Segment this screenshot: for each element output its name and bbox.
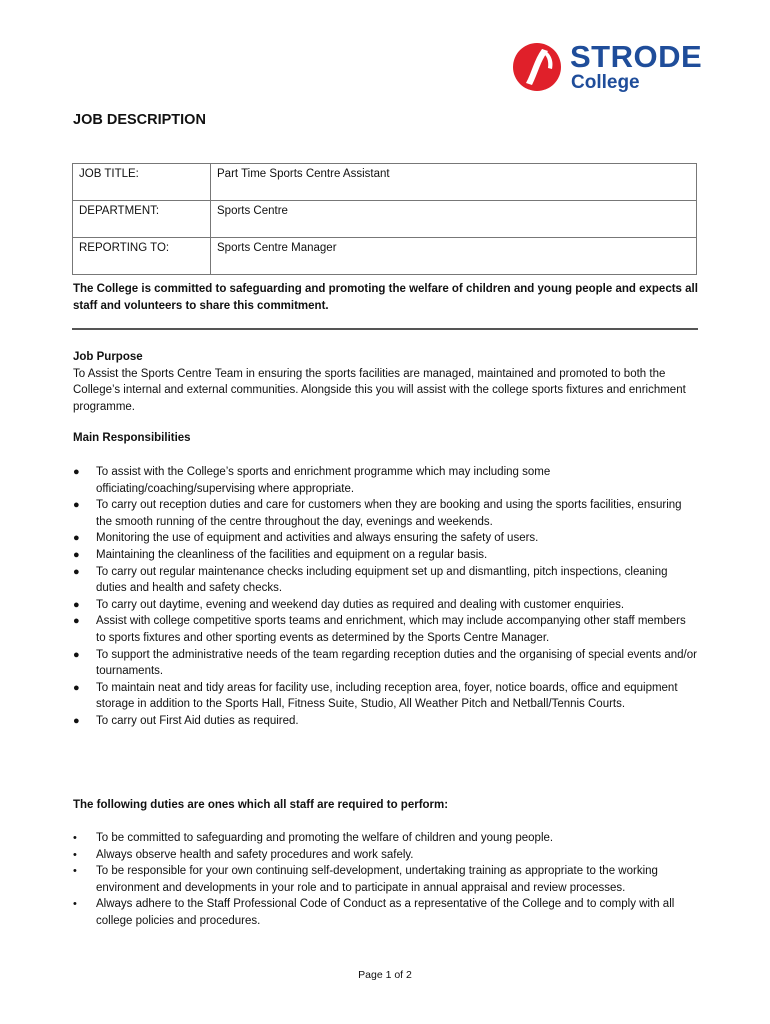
bullet-icon: ● [73,714,80,727]
table-row [73,201,697,238]
page-number: Page 1 of 2 [358,969,412,981]
bullet-icon: ● [73,615,80,628]
department-value: Sports Centre [211,201,697,238]
main-responsibilities-heading: Main Responsibilities [73,432,191,444]
bullet-icon: • [73,898,77,911]
reporting-to-label: REPORTING TO: [73,238,211,275]
college-logo [512,40,702,96]
job-purpose-section [73,349,698,415]
table-row [73,164,697,201]
main-responsibilities-list [73,464,698,730]
logo-emblem-icon [512,42,562,92]
list-item: • Always observe health and safety procedures and work safely. [73,847,698,864]
list-item: • Always adhere to the Staff Professional Code of Conduct as a representative of the College and to comply with all college policies and procedures. [73,898,675,927]
list-item: ● To assist with the College’s sports and enrichment programme which may including some officiating/coaching/supervising where appropriate. [73,466,551,495]
list-item: ● To maintain neat and tidy areas for facility use, including reception area, foyer, notice boards, office and equipment storage in addition to the Sports Hall, Fitness Suite, Studio, All Weather Pitch and Netball/Tennis Courts. [73,681,678,711]
list-item: ● To carry out regular maintenance checks including equipment set up and dismantling, pitch inspections, cleaning duties and health and safety checks. [73,565,668,595]
job-title-label: JOB TITLE: [73,164,211,201]
bullet-icon: ● [73,681,80,694]
logo-wordmark-college: College [571,72,640,93]
list-item: ● To carry out First Aid duties as required. [73,713,698,730]
bullet-icon: • [73,848,77,861]
job-title-value: Part Time Sports Centre Assistant [211,164,697,201]
bullet-icon: ● [73,565,80,578]
table-row [73,238,697,275]
job-purpose-text: To Assist the Sports Centre Team in ensuring the sports facilities are managed, maintained and promoted to both the College’s internal and external communities. Alongside this you will assist with the college sports fixtures and enrichment programme. [73,367,686,413]
bullet-icon: ● [73,648,80,661]
list-item: ● Maintaining the cleanliness of the facilities and equipment on a regular basis. [73,547,698,564]
list-item: ● Assist with college competitive sports teams and enrichment, which may include accompanying other staff members to sports fixtures and other sporting events as determined by the Sports Centre Manager. [73,615,686,644]
bullet-icon: ● [73,532,80,545]
all-staff-duties-heading: The following duties are ones which all staff are required to perform: [73,799,449,811]
job-info-table [72,163,697,275]
department-label: DEPARTMENT: [73,201,211,238]
bullet-icon: ● [73,466,80,478]
list-item: ● Monitoring the use of equipment and activities and always ensuring the safety of users. [73,530,698,547]
document-title: JOB DESCRIPTION [73,112,206,128]
list-item: • To be responsible for your own continuing self-development, undertaking training as appropriate to the working environment and developments in your role and to participate in annual appraisal and review processes. [73,865,658,894]
bullet-icon: ● [73,598,80,611]
logo-wordmark-strode: STRODE [570,39,703,74]
safeguarding-statement: The College is committed to safeguarding and promoting the welfare of children and young people and expects all staff and volunteers to share this commitment. [73,283,698,312]
all-staff-duties-list [73,830,698,930]
list-item: ● To support the administrative needs of the team regarding reception duties and the organising of special events and/or tournaments. [73,648,697,678]
list-item: ● To carry out reception duties and care for customers when they are booking and using the sports facilities, ensuring the smooth running of the centre throughout the day, evenings and weekends. [73,499,682,528]
reporting-to-value: Sports Centre Manager [211,238,697,275]
bullet-icon: ● [73,548,80,561]
section-divider [72,328,698,330]
bullet-icon: ● [73,499,80,512]
bullet-icon: • [73,832,77,844]
job-purpose-heading: Job Purpose [73,351,143,363]
list-item: • To be committed to safeguarding and promoting the welfare of children and young people. [73,830,698,847]
bullet-icon: • [73,865,77,878]
list-item: ● To carry out daytime, evening and weekend day duties as required and dealing with customer enquiries. [73,597,698,614]
